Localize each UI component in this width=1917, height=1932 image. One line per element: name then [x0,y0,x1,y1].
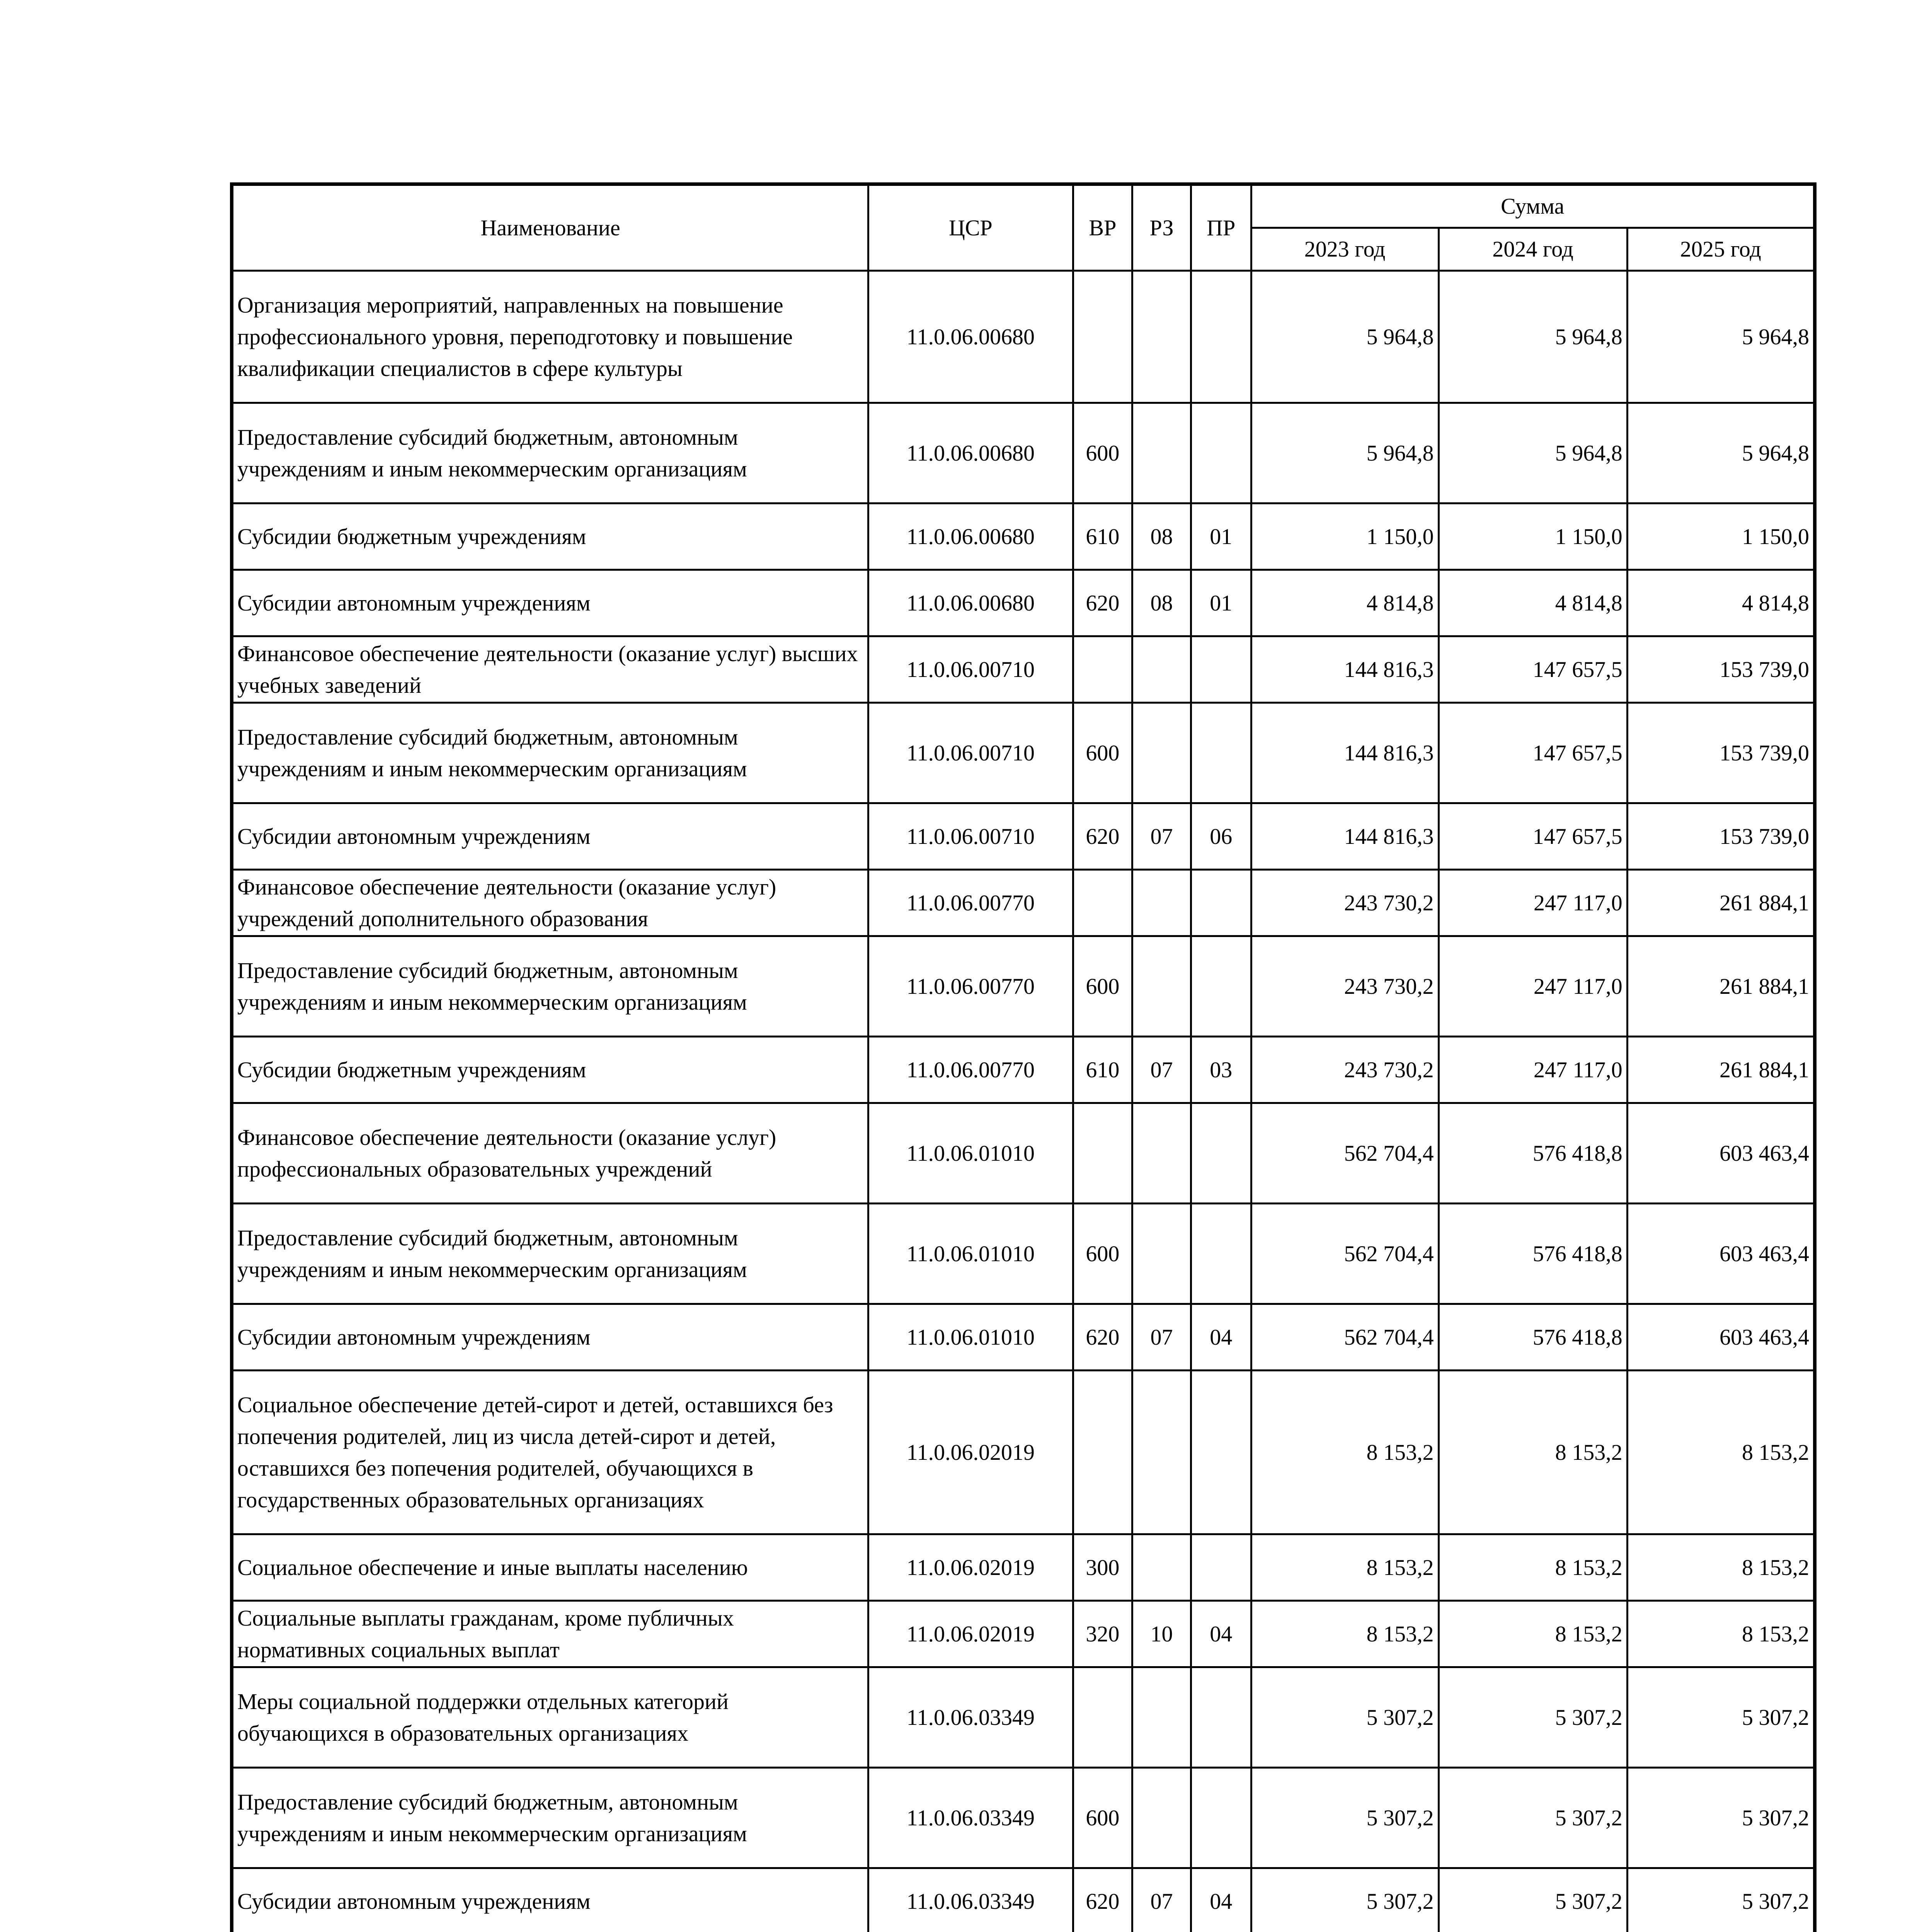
cell-rz: 07 [1132,803,1191,870]
table-row [232,1371,1815,1534]
table-row [232,1534,1815,1601]
cell-amount-2024: 147 657,5 [1439,636,1627,703]
cell-amount-2023: 243 730,2 [1251,1037,1439,1103]
cell-amount-2024: 247 117,0 [1439,936,1627,1037]
header-pr: ПР [1191,184,1251,271]
cell-csr: 11.0.06.03349 [868,1868,1073,1932]
cell-name: Социальное обеспечение и иные выплаты населению [232,1534,868,1601]
cell-csr: 11.0.06.02019 [868,1371,1073,1534]
cell-name: Субсидии автономным учреждениям [232,1304,868,1371]
cell-amount-2023: 5 964,8 [1251,403,1439,503]
cell-amount-2025: 5 307,2 [1627,1768,1815,1868]
cell-vr: 600 [1073,1768,1132,1868]
cell-csr: 11.0.06.00770 [868,870,1073,936]
cell-name: Финансовое обеспечение деятельности (оказание услуг) учреждений дополнительного образования [232,870,868,936]
cell-vr: 620 [1073,1304,1132,1371]
cell-name: Предоставление субсидий бюджетным, автономным учреждениям и иным некоммерческим организациям [232,1768,868,1868]
cell-rz [1132,1204,1191,1304]
cell-rz [1132,1768,1191,1868]
cell-amount-2025: 261 884,1 [1627,936,1815,1037]
cell-pr [1191,636,1251,703]
cell-name: Организация мероприятий, направленных на повышение профессионального уровня, переподготовку и повышение квалификации специалистов в сфере культуры [232,271,868,403]
cell-rz: 08 [1132,503,1191,570]
cell-amount-2023: 5 307,2 [1251,1868,1439,1932]
cell-vr: 620 [1073,570,1132,636]
cell-rz [1132,403,1191,503]
cell-vr [1073,271,1132,403]
cell-vr: 300 [1073,1534,1132,1601]
cell-csr: 11.0.06.01010 [868,1103,1073,1204]
cell-amount-2025: 8 153,2 [1627,1601,1815,1667]
cell-csr: 11.0.06.00680 [868,403,1073,503]
table-row [232,1304,1815,1371]
cell-csr: 11.0.06.02019 [868,1601,1073,1667]
table-row [232,1103,1815,1204]
table-row [232,403,1815,503]
header-csr: ЦСР [868,184,1073,271]
header-name: Наименование [232,184,868,271]
cell-vr [1073,636,1132,703]
cell-amount-2023: 4 814,8 [1251,570,1439,636]
cell-amount-2025: 603 463,4 [1627,1103,1815,1204]
cell-vr: 320 [1073,1601,1132,1667]
table-header [232,184,1815,271]
cell-amount-2023: 243 730,2 [1251,936,1439,1037]
cell-csr: 11.0.06.00680 [868,570,1073,636]
cell-amount-2025: 603 463,4 [1627,1304,1815,1371]
cell-pr: 01 [1191,570,1251,636]
cell-amount-2024: 247 117,0 [1439,1037,1627,1103]
header-year-2023: 2023 год [1251,228,1439,271]
cell-amount-2023: 144 816,3 [1251,636,1439,703]
cell-rz [1132,1371,1191,1534]
cell-name: Предоставление субсидий бюджетным, автономным учреждениям и иным некоммерческим организациям [232,1204,868,1304]
cell-amount-2024: 576 418,8 [1439,1304,1627,1371]
cell-vr: 600 [1073,403,1132,503]
header-sum: Сумма [1251,184,1815,228]
cell-rz [1132,1667,1191,1768]
cell-name: Субсидии автономным учреждениям [232,803,868,870]
table-row [232,503,1815,570]
cell-amount-2023: 5 964,8 [1251,271,1439,403]
table-row [232,803,1815,870]
cell-csr: 11.0.06.01010 [868,1304,1073,1371]
table-row [232,1037,1815,1103]
table-row [232,1868,1815,1932]
cell-csr: 11.0.06.00770 [868,936,1073,1037]
cell-csr: 11.0.06.00770 [868,1037,1073,1103]
cell-name: Субсидии автономным учреждениям [232,570,868,636]
cell-pr [1191,1768,1251,1868]
cell-csr: 11.0.06.00680 [868,271,1073,403]
cell-amount-2023: 1 150,0 [1251,503,1439,570]
cell-pr [1191,1103,1251,1204]
cell-rz: 07 [1132,1304,1191,1371]
cell-name: Финансовое обеспечение деятельности (оказание услуг) профессиональных образовательных учреждений [232,1103,868,1204]
cell-rz: 07 [1132,1037,1191,1103]
cell-amount-2023: 144 816,3 [1251,803,1439,870]
cell-amount-2025: 8 153,2 [1627,1371,1815,1534]
cell-pr [1191,703,1251,803]
cell-amount-2024: 247 117,0 [1439,870,1627,936]
cell-amount-2023: 144 816,3 [1251,703,1439,803]
cell-name: Предоставление субсидий бюджетным, автономным учреждениям и иным некоммерческим организациям [232,936,868,1037]
cell-amount-2024: 5 964,8 [1439,403,1627,503]
cell-rz [1132,1534,1191,1601]
cell-name: Субсидии бюджетным учреждениям [232,503,868,570]
cell-amount-2023: 5 307,2 [1251,1768,1439,1868]
header-vr: ВР [1073,184,1132,271]
cell-pr [1191,1204,1251,1304]
table-row [232,936,1815,1037]
budget-table [230,182,1817,1932]
cell-amount-2024: 5 307,2 [1439,1667,1627,1768]
cell-pr: 04 [1191,1601,1251,1667]
cell-amount-2024: 5 307,2 [1439,1768,1627,1868]
cell-amount-2023: 5 307,2 [1251,1667,1439,1768]
cell-amount-2024: 8 153,2 [1439,1601,1627,1667]
cell-csr: 11.0.06.00680 [868,503,1073,570]
cell-amount-2025: 1 150,0 [1627,503,1815,570]
cell-amount-2024: 576 418,8 [1439,1103,1627,1204]
cell-amount-2023: 562 704,4 [1251,1304,1439,1371]
table-row [232,570,1815,636]
header-year-2024: 2024 год [1439,228,1627,271]
cell-csr: 11.0.06.00710 [868,703,1073,803]
cell-vr: 600 [1073,1204,1132,1304]
cell-amount-2025: 5 964,8 [1627,403,1815,503]
table-row [232,1204,1815,1304]
header-year-2025: 2025 год [1627,228,1815,271]
cell-amount-2025: 153 739,0 [1627,636,1815,703]
table-body [232,271,1815,1932]
cell-amount-2024: 8 153,2 [1439,1371,1627,1534]
table-row [232,636,1815,703]
cell-pr: 04 [1191,1304,1251,1371]
cell-name: Социальное обеспечение детей-сирот и детей, оставшихся без попечения родителей, лиц из числа детей-сирот и детей, оставшихся без попечения родителей, обучающихся в государственных образовательных организациях [232,1371,868,1534]
cell-amount-2024: 4 814,8 [1439,570,1627,636]
table-row [232,870,1815,936]
cell-vr [1073,870,1132,936]
cell-vr [1073,1371,1132,1534]
cell-amount-2024: 576 418,8 [1439,1204,1627,1304]
cell-rz [1132,870,1191,936]
cell-pr [1191,271,1251,403]
cell-amount-2023: 562 704,4 [1251,1103,1439,1204]
cell-csr: 11.0.06.00710 [868,636,1073,703]
cell-name: Меры социальной поддержки отдельных категорий обучающихся в образовательных организациях [232,1667,868,1768]
header-rz: РЗ [1132,184,1191,271]
cell-rz: 08 [1132,570,1191,636]
cell-pr: 06 [1191,803,1251,870]
cell-amount-2025: 5 307,2 [1627,1868,1815,1932]
cell-csr: 11.0.06.03349 [868,1667,1073,1768]
cell-vr [1073,1103,1132,1204]
cell-pr [1191,936,1251,1037]
cell-vr [1073,1667,1132,1768]
cell-vr: 610 [1073,503,1132,570]
cell-amount-2023: 8 153,2 [1251,1534,1439,1601]
cell-name: Предоставление субсидий бюджетным, автономным учреждениям и иным некоммерческим организациям [232,403,868,503]
cell-name: Финансовое обеспечение деятельности (оказание услуг) высших учебных заведений [232,636,868,703]
table-row [232,271,1815,403]
cell-amount-2025: 603 463,4 [1627,1204,1815,1304]
cell-rz [1132,936,1191,1037]
cell-pr: 01 [1191,503,1251,570]
cell-vr: 610 [1073,1037,1132,1103]
cell-amount-2023: 8 153,2 [1251,1371,1439,1534]
cell-pr: 03 [1191,1037,1251,1103]
cell-csr: 11.0.06.00710 [868,803,1073,870]
table-row [232,1768,1815,1868]
cell-pr [1191,1667,1251,1768]
cell-amount-2025: 261 884,1 [1627,1037,1815,1103]
cell-amount-2025: 8 153,2 [1627,1534,1815,1601]
cell-amount-2025: 4 814,8 [1627,570,1815,636]
cell-amount-2025: 261 884,1 [1627,870,1815,936]
cell-vr: 620 [1073,803,1132,870]
cell-rz [1132,636,1191,703]
cell-amount-2024: 8 153,2 [1439,1534,1627,1601]
cell-amount-2024: 147 657,5 [1439,703,1627,803]
cell-amount-2024: 5 964,8 [1439,271,1627,403]
cell-amount-2024: 5 307,2 [1439,1868,1627,1932]
cell-pr [1191,403,1251,503]
cell-amount-2023: 562 704,4 [1251,1204,1439,1304]
cell-name: Предоставление субсидий бюджетным, автономным учреждениям и иным некоммерческим организациям [232,703,868,803]
cell-amount-2023: 8 153,2 [1251,1601,1439,1667]
cell-vr: 620 [1073,1868,1132,1932]
cell-rz: 07 [1132,1868,1191,1932]
cell-pr [1191,1534,1251,1601]
cell-amount-2023: 243 730,2 [1251,870,1439,936]
cell-name: Субсидии автономным учреждениям [232,1868,868,1932]
cell-rz: 10 [1132,1601,1191,1667]
cell-vr: 600 [1073,703,1132,803]
cell-name: Социальные выплаты гражданам, кроме публичных нормативных социальных выплат [232,1601,868,1667]
cell-rz [1132,271,1191,403]
cell-rz [1132,1103,1191,1204]
cell-pr [1191,1371,1251,1534]
cell-csr: 11.0.06.03349 [868,1768,1073,1868]
cell-amount-2025: 5 307,2 [1627,1667,1815,1768]
cell-vr: 600 [1073,936,1132,1037]
table-row [232,1667,1815,1768]
cell-name: Субсидии бюджетным учреждениям [232,1037,868,1103]
cell-amount-2025: 5 964,8 [1627,271,1815,403]
table-row [232,703,1815,803]
cell-amount-2024: 147 657,5 [1439,803,1627,870]
cell-amount-2024: 1 150,0 [1439,503,1627,570]
cell-pr: 04 [1191,1868,1251,1932]
cell-csr: 11.0.06.01010 [868,1204,1073,1304]
cell-pr [1191,870,1251,936]
cell-amount-2025: 153 739,0 [1627,803,1815,870]
cell-csr: 11.0.06.02019 [868,1534,1073,1601]
cell-amount-2025: 153 739,0 [1627,703,1815,803]
cell-rz [1132,703,1191,803]
table-row [232,1601,1815,1667]
